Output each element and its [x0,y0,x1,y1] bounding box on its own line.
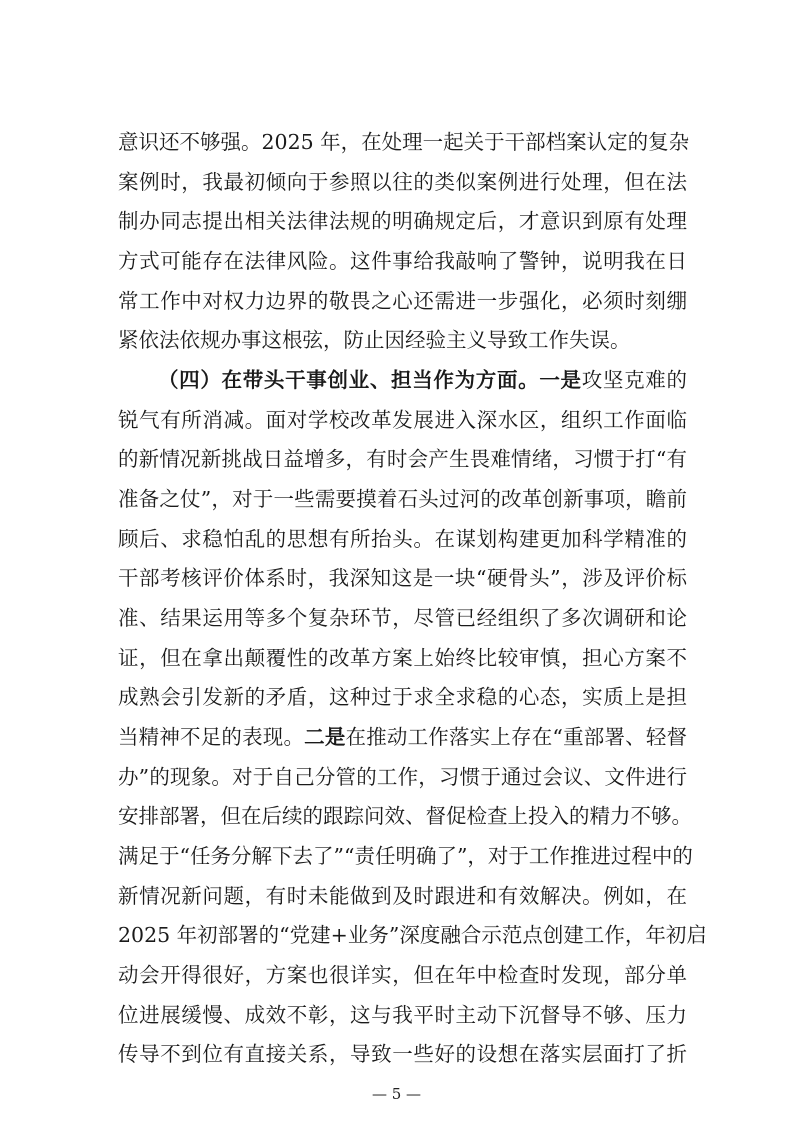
body-text-line: 办”的现象。对于自己分管的工作，习惯于通过会议、文件进行 [118,765,687,789]
body-text-line: 满足于“任务分解下去了”“责任明确了”，对于工作推进过程中的 [118,844,693,868]
point-one-label: 一是 [539,368,582,392]
body-text-line: 2025 年初部署的“党建+业务”深度融合示范点创建工作，年初启 [118,923,707,947]
body-text-line: 紧依法依规办事这根弦，防止因经验主义导致工作失误。 [118,328,631,352]
body-text-line: 位进展缓慢、成效不彰，这与我平时主动下沉督导不够、压力 [118,1003,687,1027]
body-text-line: 准、结果运用等多个复杂环节，尽管已经组织了多次调研和论 [118,606,687,630]
point-two-label: 二是 [304,725,346,749]
page-number: — 5 — [371,1085,422,1103]
body-text-line: 案例时，我最初倾向于参照以往的类似案例进行处理，但在法 [118,170,687,194]
body-text-line: 安排部署，但在后续的跟踪问效、督促检查上投入的精力不够。 [118,804,692,828]
body-text-line: 制办同志提出相关法律法规的明确规定后，才意识到原有处理 [118,209,687,233]
body-text-line: 传导不到位有直接关系，导致一些好的设想在落实层面打了折 [118,1042,687,1066]
section-heading-line [158,360,687,400]
body-text-line: 意识还不够强。2025 年，在处理一起关于干部档案认定的复杂 [118,130,690,154]
body-text-line: 锐气有所消减。面对学校改革发展进入深水区，组织工作面临 [118,408,687,432]
body-text-line [118,717,687,757]
body-text-line: 干部考核评价体系时，我深知这是一块“硬骨头”，涉及评价标 [118,566,687,590]
body-text-line: 准备之仗”，对于一些需要摸着石头过河的改革创新事项，瞻前 [118,487,687,511]
body-text-line: 证，但在拿出颠覆性的改革方案上始终比较审慎，担心方案不 [118,646,687,670]
body-text-line: 新情况新问题，有时未能做到及时跟进和有效解决。例如，在 [118,884,687,908]
body-text: 当精神不足的表现。 [118,725,305,749]
body-text-line: 常工作中对权力边界的敬畏之心还需进一步强化，必须时刻绷 [118,289,687,313]
body-text: 攻坚克难的 [581,368,687,392]
body-text-line: 成熟会引发新的矛盾，这种过于求全求稳的心态，实质上是担 [118,685,687,709]
section-heading: （四）在带头干事创业、担当作为方面。 [158,368,540,392]
body-text-line: 的新情况新挑战日益增多，有时会产生畏难情绪，习惯于打“有 [118,447,687,471]
body-text-line: 方式可能存在法律风险。这件事给我敲响了警钟，说明我在日 [118,249,687,273]
body-text: 在推动工作落实上存在“重部署、轻督 [345,725,687,749]
body-text-line: 顾后、求稳怕乱的思想有所抬头。在谋划构建更加科学精准的 [118,527,687,551]
body-text-line: 动会开得很好，方案也很详实，但在年中检查时发现，部分单 [118,963,687,987]
